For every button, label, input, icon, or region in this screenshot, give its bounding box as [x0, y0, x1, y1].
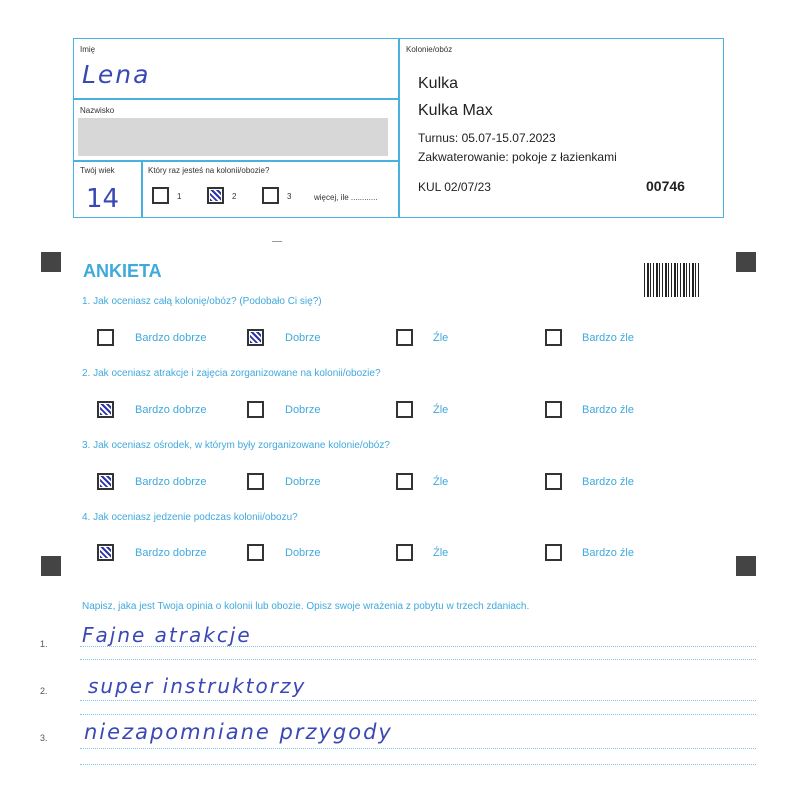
opinion-line-3-text[interactable]: niezapomniane przygody — [84, 720, 393, 744]
q4-option-bardzo-dobrze-label: Bardzo dobrze — [135, 547, 207, 559]
q2-option-zle[interactable] — [396, 401, 413, 418]
q4-option-dobrze-label: Dobrze — [285, 547, 321, 559]
q4-option-bardzo-zle-label: Bardzo źle — [582, 547, 634, 559]
opinion-line-2b — [80, 714, 756, 715]
camp-code: KUL 02/07/23 — [418, 180, 491, 194]
ktory-raz-option-3: 3 — [287, 192, 292, 201]
q3-option-zle-label: Źle — [433, 476, 449, 488]
opinion-line-2-text[interactable]: super instruktorzy — [88, 674, 307, 698]
q1-option-dobrze-label: Dobrze — [285, 332, 321, 344]
ktory-raz-checkbox-1[interactable] — [152, 187, 169, 204]
q3-option-dobrze-label: Dobrze — [285, 476, 321, 488]
question-1-text: 1. Jak oceniasz całą kolonię/obóz? (Podobało Ci się?) — [82, 296, 322, 307]
q1-option-dobrze[interactable] — [247, 329, 264, 346]
q2-option-bardzo-dobrze[interactable] — [97, 401, 114, 418]
ktory-raz-label: Który raz jesteś na kolonii/obozie? — [148, 166, 270, 175]
q2-option-bardzo-zle-label: Bardzo źle — [582, 404, 634, 416]
opinion-line-2-number: 2. — [40, 686, 48, 696]
opinion-line-1 — [80, 646, 756, 647]
q2-option-bardzo-zle[interactable] — [545, 401, 562, 418]
wiek-label: Twój wiek — [80, 166, 115, 175]
opinion-line-2 — [80, 700, 756, 701]
zakwaterowanie: Zakwaterowanie: pokoje z łazienkami — [418, 150, 617, 164]
wiek-value: 14 — [86, 184, 120, 214]
q4-option-bardzo-zle[interactable] — [545, 544, 562, 561]
q1-option-zle-label: Źle — [433, 332, 449, 344]
q1-option-bardzo-zle-label: Bardzo źle — [582, 332, 634, 344]
redacted-surname — [78, 118, 388, 156]
form-number: 00746 — [646, 178, 685, 194]
q3-option-zle[interactable] — [396, 473, 413, 490]
opinion-line-3 — [80, 748, 756, 749]
registration-marker-top-left — [41, 252, 61, 272]
q3-option-bardzo-zle-label: Bardzo źle — [582, 476, 634, 488]
q2-option-bardzo-dobrze-label: Bardzo dobrze — [135, 404, 207, 416]
question-2-text: 2. Jak oceniasz atrakcje i zajęcia zorganizowane na kolonii/obozie? — [82, 368, 381, 379]
q3-option-dobrze[interactable] — [247, 473, 264, 490]
ktory-raz-option-1: 1 — [177, 192, 182, 201]
q1-option-bardzo-dobrze[interactable] — [97, 329, 114, 346]
q1-option-bardzo-dobrze-label: Bardzo dobrze — [135, 332, 207, 344]
header-rule-3 — [141, 160, 143, 218]
registration-marker-top-right — [736, 252, 756, 272]
q3-option-bardzo-dobrze[interactable] — [97, 473, 114, 490]
registration-marker-bottom-left — [41, 556, 61, 576]
stray-mark — [272, 241, 282, 242]
q2-option-zle-label: Źle — [433, 404, 449, 416]
header-rule-1 — [73, 98, 399, 100]
imie-value: Lena — [82, 60, 151, 89]
ktory-raz-checkbox-2[interactable] — [207, 187, 224, 204]
opinion-line-3-number: 3. — [40, 733, 48, 743]
camp-name: Kulka — [418, 75, 459, 92]
kolonie-label: Kolonie/obóz — [406, 45, 453, 54]
opinion-prompt: Napisz, jaka jest Twoja opinia o kolonii lub obozie. Opisz swoje wrażenia z pobytu w trzech zdaniach. — [82, 601, 530, 612]
ktory-raz-checkbox-3[interactable] — [262, 187, 279, 204]
nazwisko-label: Nazwisko — [80, 106, 115, 115]
wiecej-label: więcej, ile ............ — [314, 193, 378, 202]
barcode — [644, 263, 699, 297]
opinion-line-1b — [80, 659, 756, 660]
question-3-text: 3. Jak oceniasz ośrodek, w którym były zorganizowane kolonie/obóz? — [82, 440, 390, 451]
survey-title: ANKIETA — [83, 261, 162, 281]
camp-name-2: Kulka Max — [418, 102, 493, 119]
q4-option-zle-label: Źle — [433, 547, 449, 559]
imie-label: Imię — [80, 45, 96, 54]
q4-option-bardzo-dobrze[interactable] — [97, 544, 114, 561]
ktory-raz-option-2: 2 — [232, 192, 237, 201]
q2-option-dobrze[interactable] — [247, 401, 264, 418]
question-4-text: 4. Jak oceniasz jedzenie podczas kolonii/obozu? — [82, 512, 298, 523]
opinion-line-1-text[interactable]: Fajne atrakcje — [82, 623, 252, 647]
q1-option-zle[interactable] — [396, 329, 413, 346]
turnus: Turnus: 05.07-15.07.2023 — [418, 131, 556, 145]
q3-option-bardzo-dobrze-label: Bardzo dobrze — [135, 476, 207, 488]
q4-option-dobrze[interactable] — [247, 544, 264, 561]
opinion-line-3b — [80, 764, 756, 765]
header-divider — [398, 38, 400, 218]
header-rule-2 — [73, 160, 399, 162]
q1-option-bardzo-zle[interactable] — [545, 329, 562, 346]
q4-option-zle[interactable] — [396, 544, 413, 561]
opinion-line-1-number: 1. — [40, 639, 48, 649]
q3-option-bardzo-zle[interactable] — [545, 473, 562, 490]
q2-option-dobrze-label: Dobrze — [285, 404, 321, 416]
registration-marker-bottom-right — [736, 556, 756, 576]
